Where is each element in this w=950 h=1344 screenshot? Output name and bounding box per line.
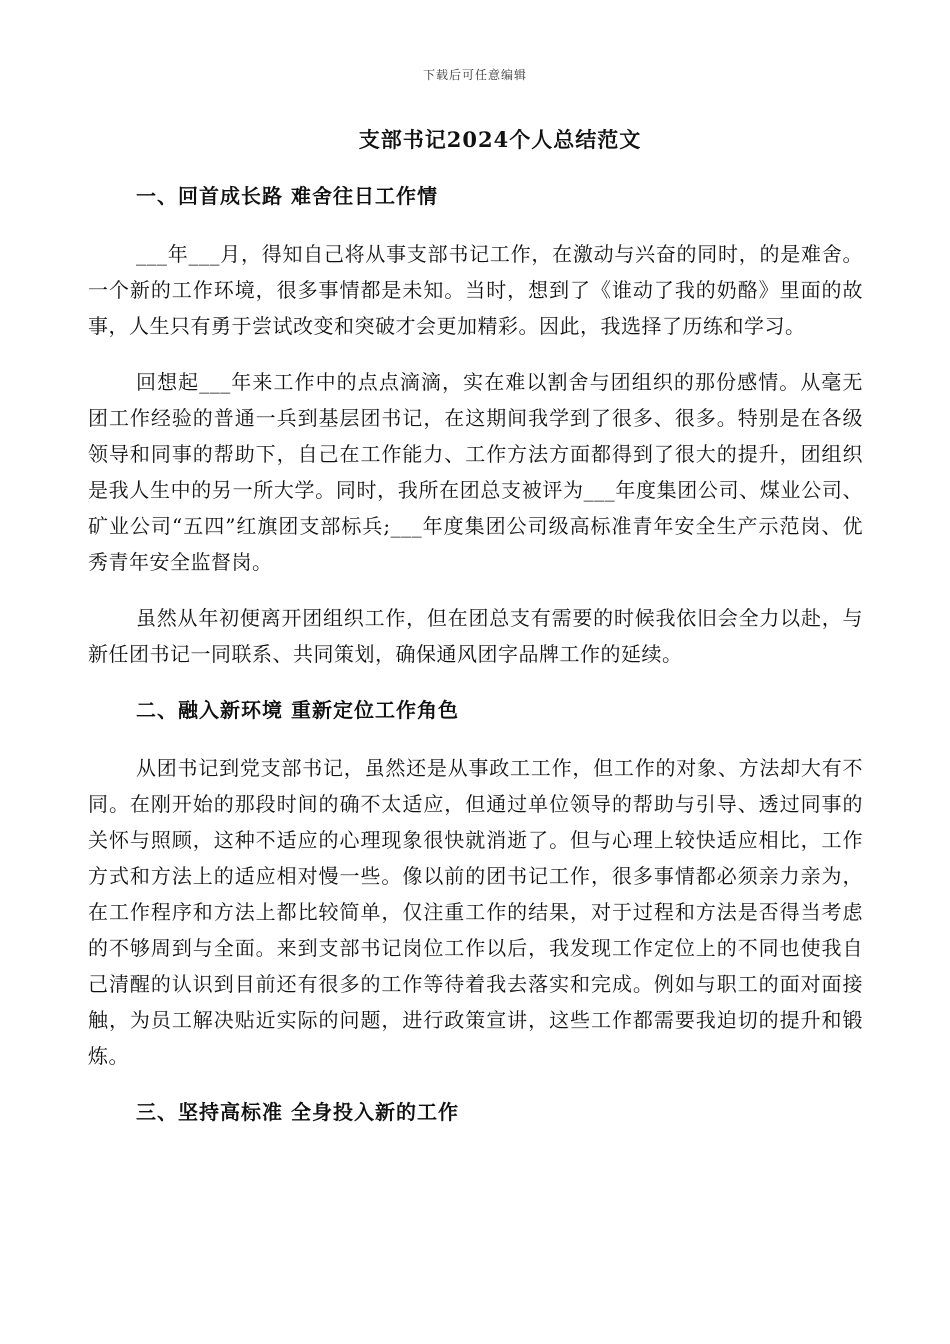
header-note: 下载后可任意编辑 (422, 68, 527, 82)
section-heading-3: 三、坚持高标准 全身投入新的工作 (136, 1100, 459, 1124)
paragraph-2-1: 从团书记到党支部书记，虽然还是从事政工工作，但工作的对象、方法却大有不同。在刚开始的那段时间的确不太适应，但通过单位领导的帮助与引导、透过同事的关怀与照顾，这种不适应的心理现象很快就消逝了。但与心理上较快适应相比，工作方式和方法上的适应相对慢一些。像以前的团书记工作，很多事情都必须亲力亲为，在工作程序和方法上都比较简单，仅注重工作的结果，对于过程和方法是否得当考虑的不够周到与全面。来到支部书记岗位工作以后，我发现工作定位上的不同也使我自己清醒的认识到目前还有很多的工作等待着我去落实和完成。例如与职工的面对面接触，为员工解决贴近实际的问题，进行政策宣讲，这些工作都需要我迫切的提升和锻炼。 (88, 756, 863, 1068)
document-title: 支部书记2024个人总结范文 (358, 127, 642, 152)
section-heading-2: 二、融入新环境 重新定位工作角色 (136, 698, 459, 722)
section-heading-1: 一、回首成长路 难舍往日工作情 (136, 184, 438, 208)
paragraph-1-1: ___年___月，得知自己将从事支部书记工作，在激动与兴奋的同时，的是难舍。一个新的工作环境，很多事情都是未知。当时，想到了《谁动了我的奶酪》里面的故事，人生只有勇于尝试改变和突破才会更加精彩。因此，我选择了历练和学习。 (88, 242, 863, 338)
paragraph-1-3: 虽然从年初便离开团组织工作，但在团总支有需要的时候我依旧会全力以赴，与新任团书记一同联系、共同策划，确保通风团字品牌工作的延续。 (88, 606, 863, 666)
document-body (88, 178, 863, 1130)
paragraph-1-2: 回想起___年来工作中的点点滴滴，实在难以割舍与团组织的那份感情。从毫无团工作经验的普通一兵到基层团书记，在这期间我学到了很多、很多。特别是在各级领导和同事的帮助下，自己在工作能力、工作方法方面都得到了很大的提升，团组织是我人生中的另一所大学。同时，我所在团总支被评为___年度集团公司、煤业公司、矿业公司“五四”红旗团支部标兵;___年度集团公司级高标准青年安全生产示范岗、优秀青年安全监督岗。 (88, 370, 863, 574)
